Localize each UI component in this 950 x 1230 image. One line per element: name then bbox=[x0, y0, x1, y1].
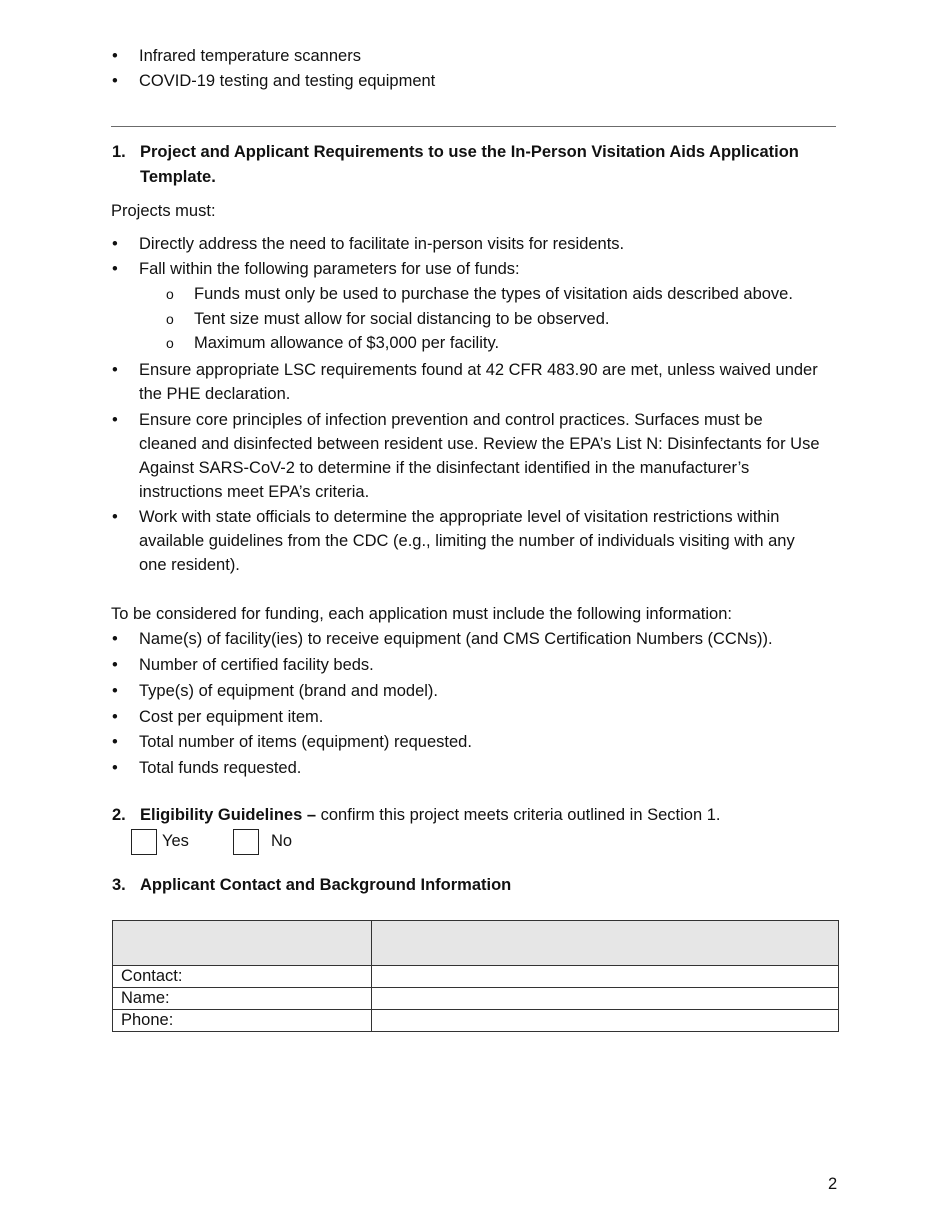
table-row bbox=[113, 966, 839, 988]
list-item: • Ensure appropriate LSC requirements found at 42 CFR 483.90 are met, unless waived under the PHE declaration. bbox=[112, 358, 847, 406]
projects-intro: Projects must: bbox=[111, 202, 216, 220]
table-header-row bbox=[113, 921, 839, 966]
circle-bullet-icon: o bbox=[166, 335, 174, 351]
sub-list-item: o Maximum allowance of $3,000 per facility. bbox=[166, 331, 846, 355]
sub-list-item: o Funds must only be used to purchase the types of visitation aids described above. bbox=[166, 282, 846, 306]
section-1-heading: 1. Project and Applicant Requirements to use the In-Person Visitation Aids Application Template. bbox=[112, 143, 799, 186]
list-item: • Fall within the following parameters for use of funds: bbox=[112, 257, 847, 281]
list-item: • Infrared temperature scanners bbox=[112, 44, 847, 68]
bullet-icon: • bbox=[112, 733, 118, 751]
bullet-icon: • bbox=[112, 759, 118, 777]
bullet-icon: • bbox=[112, 361, 118, 379]
list-item: • Number of certified facility beds. bbox=[112, 653, 847, 677]
name-value-field[interactable] bbox=[372, 988, 839, 1010]
bullet-icon: • bbox=[112, 508, 118, 526]
no-checkbox[interactable] bbox=[233, 829, 259, 855]
yes-label: Yes bbox=[162, 832, 189, 850]
horizontal-divider bbox=[111, 126, 836, 127]
contact-table bbox=[112, 920, 839, 1032]
list-item: • COVID-19 testing and testing equipment bbox=[112, 69, 847, 93]
list-item: • Cost per equipment item. bbox=[112, 705, 847, 729]
list-item: • Name(s) of facility(ies) to receive equipment (and CMS Certification Numbers (CCNs)). bbox=[112, 627, 847, 651]
funding-intro: To be considered for funding, each application must include the following information: bbox=[111, 605, 732, 623]
table-row bbox=[113, 1010, 839, 1032]
contact-value-field[interactable] bbox=[372, 966, 839, 988]
header-cell bbox=[113, 921, 372, 966]
no-label: No bbox=[271, 832, 293, 850]
circle-bullet-icon: o bbox=[166, 286, 174, 302]
contact-label: Contact: bbox=[113, 966, 372, 988]
list-item: • Type(s) of equipment (brand and model). bbox=[112, 679, 847, 703]
circle-bullet-icon: o bbox=[166, 311, 174, 327]
bullet-icon: • bbox=[112, 630, 118, 648]
header-cell bbox=[372, 921, 839, 966]
bullet-icon: • bbox=[112, 47, 118, 65]
bullet-icon: • bbox=[112, 411, 118, 429]
phone-value-field[interactable] bbox=[372, 1010, 839, 1032]
list-item: • Work with state officials to determine the appropriate level of visitation restrictions within available guidelines from the CDC (e.g., limiting the number of individuals visiting with any one resident). bbox=[112, 505, 847, 577]
bullet-icon: • bbox=[112, 260, 118, 278]
section-3-heading: 3. Applicant Contact and Background Information bbox=[112, 876, 512, 894]
list-item: • Total funds requested. bbox=[112, 756, 847, 780]
bullet-icon: • bbox=[112, 656, 118, 674]
bullet-icon: • bbox=[112, 682, 118, 700]
yes-checkbox[interactable] bbox=[131, 829, 157, 855]
list-item: • Total number of items (equipment) requested. bbox=[112, 730, 847, 754]
table-row bbox=[113, 988, 839, 1010]
bullet-icon: • bbox=[112, 72, 118, 90]
section-2-heading: 2. Eligibility Guidelines – confirm this project meets criteria outlined in Section 1. bbox=[112, 806, 721, 824]
list-item: • Ensure core principles of infection prevention and control practices. Surfaces must be cleaned and disinfected between resident use. Review the EPA’s List N: Disinfectants for Use Against SARS-CoV-2 to determine if the disinfectant identified in the manufacturer’s instructions meet EPA’s criteria. bbox=[112, 408, 847, 504]
bullet-icon: • bbox=[112, 235, 118, 253]
name-label: Name: bbox=[113, 988, 372, 1010]
page-number: 2 bbox=[828, 1175, 838, 1193]
list-item: • Directly address the need to facilitate in-person visits for residents. bbox=[112, 232, 847, 256]
bullet-icon: • bbox=[112, 708, 118, 726]
sub-list-item: o Tent size must allow for social distancing to be observed. bbox=[166, 307, 846, 331]
phone-label: Phone: bbox=[113, 1010, 372, 1032]
